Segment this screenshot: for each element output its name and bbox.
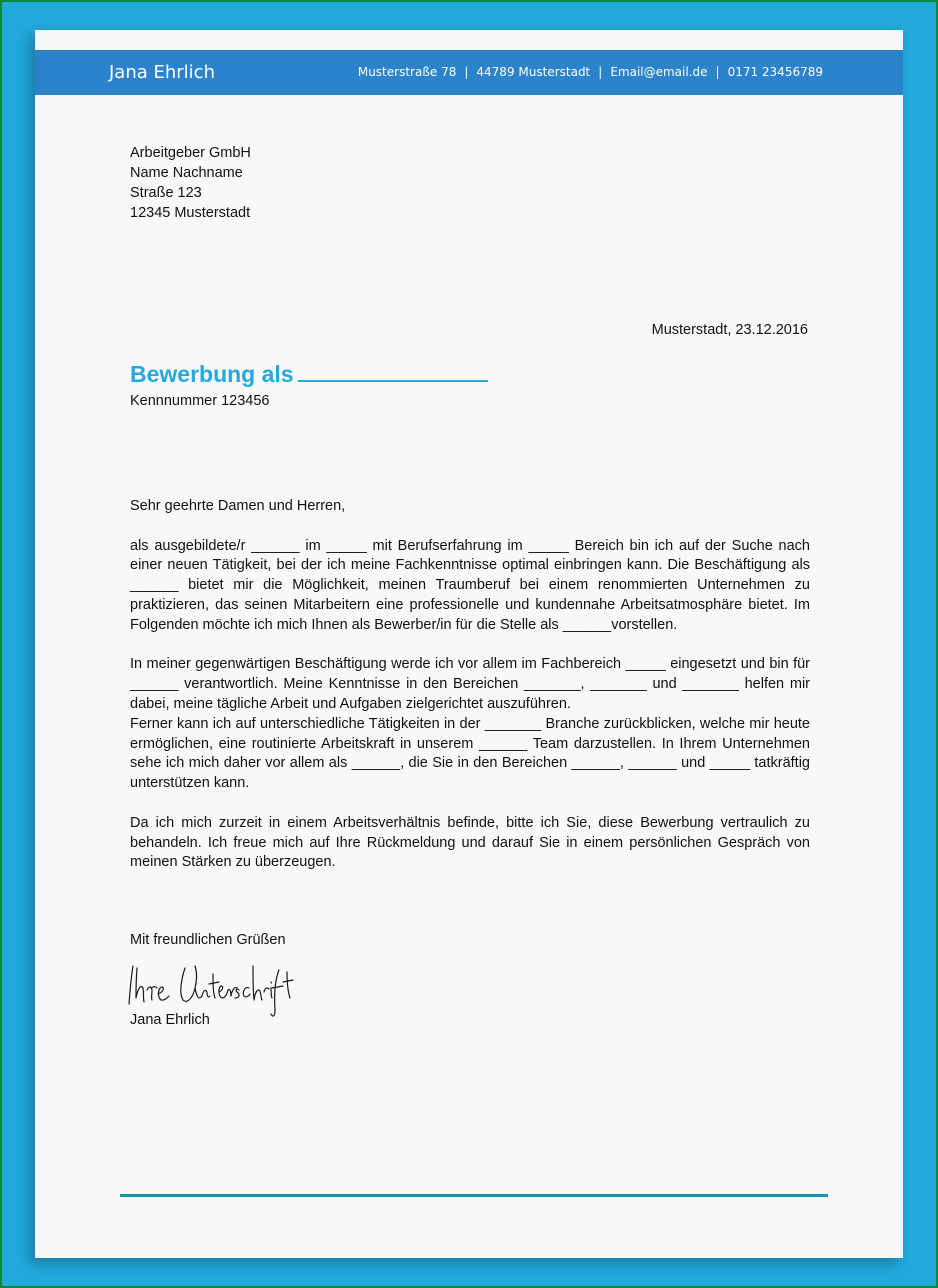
body-paragraph: Ferner kann ich auf unterschiedliche Tätigkeiten in der _______ Branche zurückblicken, welche mir heute ermöglichen, eine routinierte Arbeitskraft in unserem ______ Team darzustellen. In Ihrem Unternehmen sehe ich mich daher vor allem als ______, die Sie in den Bereichen ______, ______ und _____ tatkräftig unterstützen kann. (130, 715, 810, 792)
salutation: Sehr geehrte Damen und Herren, (130, 498, 346, 514)
letter-body (130, 497, 810, 893)
header-bar (35, 50, 903, 95)
separator: | (464, 65, 469, 79)
recipient-street: Straße 123 (130, 185, 202, 201)
closing: Mit freundlichen Grüßen (130, 932, 286, 948)
subject-text: Bewerbung als (130, 361, 294, 387)
letter-page (35, 30, 903, 1258)
recipient-address (130, 143, 251, 223)
body-paragraph: als ausgebildete/r ______ im _____ mit Berufserfahrung im _____ Bereich bin ich auf der Suche nach einer neuen Tätigkeit, bei der ich meine Fachkenntnisse optimal einbringen kann. Die Beschäftigung als ______ bietet mir die Möglichkeit, meinen Traumberuf bei einem renommierten Unternehmen zu praktizieren, das seinen Mitarbeitern eine professionelle und kundennahe Arbeitsatmosphäre bietet. Im Folgenden möchte ich mich Ihnen als Bewerber/in für die Stelle als ______vorstellen. (130, 537, 810, 633)
sender-email: Email@email.de (610, 65, 708, 79)
body-paragraph: Da ich mich zurzeit in einem Arbeitsverhältnis befinde, bitte ich Sie, diese Bewerbung vertraulich zu behandeln. Ich freue mich auf Ihre Rückmeldung und darauf Sie in einem persönlichen Gespräch von meinen Stärken zu überzeugen. (130, 814, 810, 871)
sender-name: Jana Ehrlich (109, 62, 215, 83)
sender-city: 44789 Musterstadt (476, 65, 591, 79)
separator: | (715, 65, 720, 79)
subject-blank (298, 360, 488, 382)
letter-date: Musterstadt, 23.12.2016 (651, 322, 808, 338)
subject-line (130, 360, 488, 388)
separator: | (598, 65, 603, 79)
recipient-person: Name Nachname (130, 165, 243, 181)
body-paragraph: In meiner gegenwärtigen Beschäftigung werde ich vor allem im Fachbereich _____ eingesetzt und bin für ______ verantwortlich. Meine Kenntnisse in den Bereichen _______, _______ und _______ helfen mir dabei, meine tägliche Arbeit und Aufgaben zielgerichtet auszuführen. (130, 656, 810, 712)
footer-line (120, 1194, 828, 1197)
recipient-city: 12345 Musterstadt (130, 205, 251, 221)
signer-name: Jana Ehrlich (130, 1012, 210, 1028)
sender-contact (358, 65, 823, 79)
sender-street: Musterstraße 78 (357, 65, 457, 79)
recipient-company: Arbeitgeber GmbH (130, 145, 251, 161)
reference-number: Kennnummer 123456 (130, 393, 270, 409)
sender-phone: 0171 23456789 (727, 65, 823, 79)
